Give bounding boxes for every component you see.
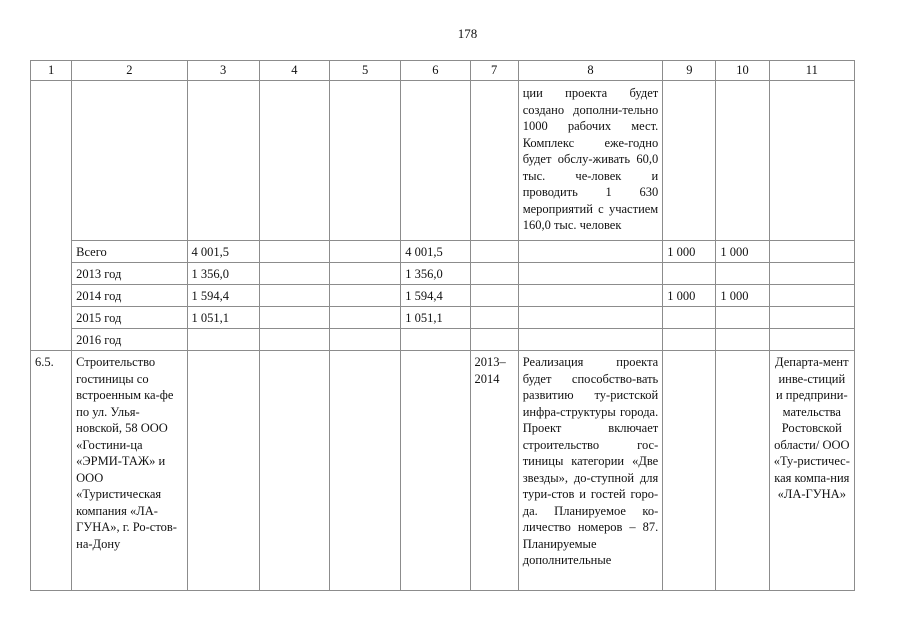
value-cell: 4 001,5 bbox=[401, 241, 470, 263]
cell bbox=[518, 285, 663, 307]
period-cell: 2013– 2014 bbox=[470, 351, 518, 591]
cell bbox=[769, 241, 854, 263]
cell bbox=[259, 263, 329, 285]
cell bbox=[259, 285, 329, 307]
cell bbox=[31, 81, 72, 351]
value-cell bbox=[663, 329, 716, 351]
cell bbox=[716, 351, 769, 591]
cell bbox=[769, 329, 854, 351]
table-row bbox=[31, 263, 855, 285]
cell bbox=[259, 351, 329, 591]
cell bbox=[470, 329, 518, 351]
responsible-cell: Департа-мент инве-стиций и предприни-мательства Ростовской области/ ООО «Ту-ристичес-кая компа-ния «ЛА-ГУНА» bbox=[769, 351, 854, 591]
table-row bbox=[31, 285, 855, 307]
cell bbox=[330, 241, 401, 263]
col-header: 2 bbox=[72, 61, 187, 81]
cell bbox=[401, 351, 470, 591]
cell bbox=[72, 81, 187, 241]
value-cell: 1 051,1 bbox=[187, 307, 259, 329]
value-cell bbox=[663, 263, 716, 285]
col-header: 7 bbox=[470, 61, 518, 81]
col-header: 8 bbox=[518, 61, 663, 81]
cell bbox=[330, 263, 401, 285]
cell bbox=[663, 351, 716, 591]
col-header: 4 bbox=[259, 61, 329, 81]
item-number: 6.5. bbox=[31, 351, 72, 591]
value-cell bbox=[401, 329, 470, 351]
page-number: 178 bbox=[457, 26, 478, 41]
cell bbox=[769, 81, 854, 241]
value-cell bbox=[187, 329, 259, 351]
cell bbox=[330, 351, 401, 591]
table-row bbox=[31, 81, 855, 241]
cell bbox=[716, 81, 769, 241]
cell bbox=[330, 307, 401, 329]
table-row bbox=[31, 241, 855, 263]
cell bbox=[470, 241, 518, 263]
table-row bbox=[31, 351, 855, 591]
row-label: Всего bbox=[72, 241, 187, 263]
col-header: 9 bbox=[663, 61, 716, 81]
cell bbox=[470, 307, 518, 329]
cell bbox=[518, 241, 663, 263]
value-cell: 1 051,1 bbox=[401, 307, 470, 329]
row-label: 2013 год bbox=[72, 263, 187, 285]
cell bbox=[259, 307, 329, 329]
col-header: 6 bbox=[401, 61, 470, 81]
value-cell: 1 000 bbox=[716, 241, 769, 263]
description-cell: ции проекта будет создано дополни-тельно 1000 рабочих мест. Комплекс еже-годно будет обслу-живать 60,0 тыс. че-ловек и проводить 1 630 мероприятий с участием 160,0 тыс. человек bbox=[518, 81, 663, 241]
row-label: 2015 год bbox=[72, 307, 187, 329]
cell bbox=[769, 307, 854, 329]
value-cell bbox=[716, 307, 769, 329]
cell bbox=[769, 263, 854, 285]
cell bbox=[401, 81, 470, 241]
value-cell: 1 356,0 bbox=[187, 263, 259, 285]
cell bbox=[470, 263, 518, 285]
value-cell: 1 000 bbox=[663, 241, 716, 263]
row-label: 2016 год bbox=[72, 329, 187, 351]
col-header: 1 bbox=[31, 61, 72, 81]
cell bbox=[518, 263, 663, 285]
description-cell: Реализация проекта будет способство-вать развитию ту-ристской инфра-структуры города. Проект включает строительство гос-тиницы категории «Две звезды», до-ступной для тури-стов и гостей горо-да. Планируемое ко-личество номеров – 87. Планируемые дополнительные bbox=[518, 351, 663, 591]
value-cell bbox=[716, 263, 769, 285]
col-header: 5 bbox=[330, 61, 401, 81]
cell bbox=[769, 285, 854, 307]
value-cell: 1 000 bbox=[663, 285, 716, 307]
value-cell bbox=[716, 329, 769, 351]
value-cell: 1 594,4 bbox=[401, 285, 470, 307]
project-name-cell: Строительство гостиницы со встроенным ка-фе по ул. Улья-новской, 58 ООО «Гостини-ца «ЭРМИ-ТАЖ» и ООО «Туристическая компания «ЛА-ГУНА», г. Ро-стов-на-Дону bbox=[72, 351, 187, 591]
col-header: 10 bbox=[716, 61, 769, 81]
col-header: 3 bbox=[187, 61, 259, 81]
cell bbox=[259, 241, 329, 263]
cell bbox=[330, 285, 401, 307]
value-cell: 1 356,0 bbox=[401, 263, 470, 285]
cell bbox=[470, 285, 518, 307]
col-header: 11 bbox=[769, 61, 854, 81]
cell bbox=[330, 329, 401, 351]
value-cell: 1 594,4 bbox=[187, 285, 259, 307]
cell bbox=[330, 81, 401, 241]
value-cell bbox=[663, 307, 716, 329]
cell bbox=[663, 81, 716, 241]
cell bbox=[187, 351, 259, 591]
table-row bbox=[31, 329, 855, 351]
cell bbox=[187, 81, 259, 241]
cell bbox=[259, 329, 329, 351]
cell bbox=[470, 81, 518, 241]
value-cell: 1 000 bbox=[716, 285, 769, 307]
header-row bbox=[31, 61, 855, 81]
cell bbox=[518, 307, 663, 329]
cell bbox=[518, 329, 663, 351]
table-row bbox=[31, 307, 855, 329]
budget-table bbox=[30, 60, 855, 591]
cell bbox=[259, 81, 329, 241]
value-cell: 4 001,5 bbox=[187, 241, 259, 263]
row-label: 2014 год bbox=[72, 285, 187, 307]
